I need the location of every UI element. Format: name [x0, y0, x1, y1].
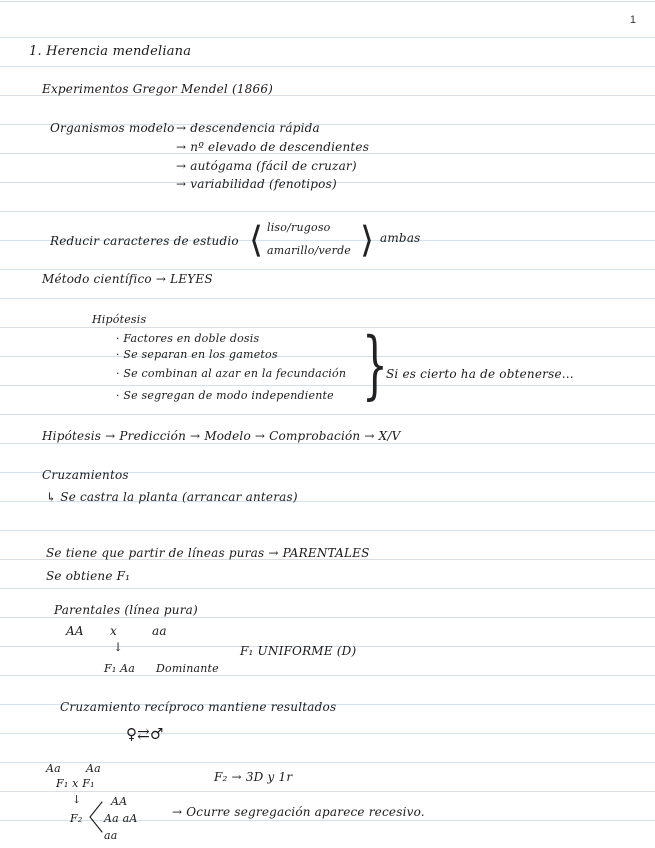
f2-genotype: aa	[104, 829, 118, 842]
page-number: 1	[629, 14, 636, 26]
right-angle-bracket: ⟩	[360, 220, 375, 261]
f1-cross: F₁ x F₁	[56, 777, 95, 790]
left-angle-bracket: ⟨	[249, 220, 264, 261]
hipotesis-item: · Se segregan de modo independiente	[116, 389, 334, 402]
metodo-line: Método científico → LEYES	[42, 272, 213, 286]
hipotesis-item: · Se combinan al azar en la fecundación	[116, 367, 347, 380]
hipotesis-conclusion: Si es cierto ha de obtenerse...	[386, 367, 574, 381]
cross-symbol: x	[110, 624, 117, 638]
f1-genotype: Aa	[86, 762, 101, 775]
reducir-label: Reducir caracteres de estudio	[50, 234, 239, 248]
organismos-item: → autógama (fácil de cruzar)	[176, 159, 357, 173]
hipotesis-label: Hipótesis	[92, 313, 147, 326]
f2-label: F₂	[70, 812, 83, 825]
reciprocal-cross-icon: ♀⇄♂	[126, 725, 164, 743]
f2-genotype: AA	[111, 795, 128, 808]
f2-genotype: Aa aA	[104, 812, 138, 825]
organismos-label: Organismos modelo	[50, 121, 175, 135]
f1-genotype: Aa	[46, 762, 61, 775]
parental-genotype: aa	[152, 624, 167, 638]
f2-ratio: F₂ → 3D y 1r	[214, 770, 293, 784]
dominante-label: Dominante	[156, 662, 219, 675]
cruzamientos-label: Cruzamientos	[42, 468, 129, 482]
section-subtitle: Experimentos Gregor Mendel (1866)	[42, 82, 274, 96]
reducir-option: amarillo/verde	[267, 244, 352, 257]
obtiene-f1-line: Se obtiene F₁	[46, 569, 131, 583]
organismos-item: → descendencia rápida	[176, 121, 320, 135]
parentales-label: Parentales (línea pura)	[54, 603, 198, 617]
organismos-item: → nº elevado de descendientes	[176, 140, 370, 154]
f1-genotype: F₁ Aa	[104, 662, 136, 675]
parental-genotype: AA	[66, 624, 84, 638]
down-arrow: ↓	[113, 640, 124, 654]
f1-uniforme: F₁ UNIFORME (D)	[240, 644, 357, 658]
method-flow: Hipótesis → Predicción → Modelo → Comprobación → X/V	[42, 429, 401, 443]
hipotesis-item: · Factores en doble dosis	[116, 332, 260, 345]
reciproco-line: Cruzamiento recíproco mantiene resultados	[60, 700, 337, 714]
cruzamientos-note: ↳ Se castra la planta (arrancar anteras)	[46, 490, 298, 504]
page-title: 1. Herencia mendeliana	[29, 44, 192, 59]
lineas-puras-line: Se tiene que partir de líneas puras → PARENTALES	[46, 546, 370, 560]
f2-conclusion: → Ocurre segregación aparece recesivo.	[172, 805, 425, 819]
reducir-option: liso/rugoso	[267, 221, 331, 234]
down-arrow: ↓	[72, 793, 82, 806]
right-curly-brace: }	[362, 322, 388, 408]
hipotesis-item: · Se separan en los gametos	[116, 348, 278, 361]
reducir-result: ambas	[380, 231, 421, 245]
organismos-item: → variabilidad (fenotipos)	[176, 177, 337, 191]
